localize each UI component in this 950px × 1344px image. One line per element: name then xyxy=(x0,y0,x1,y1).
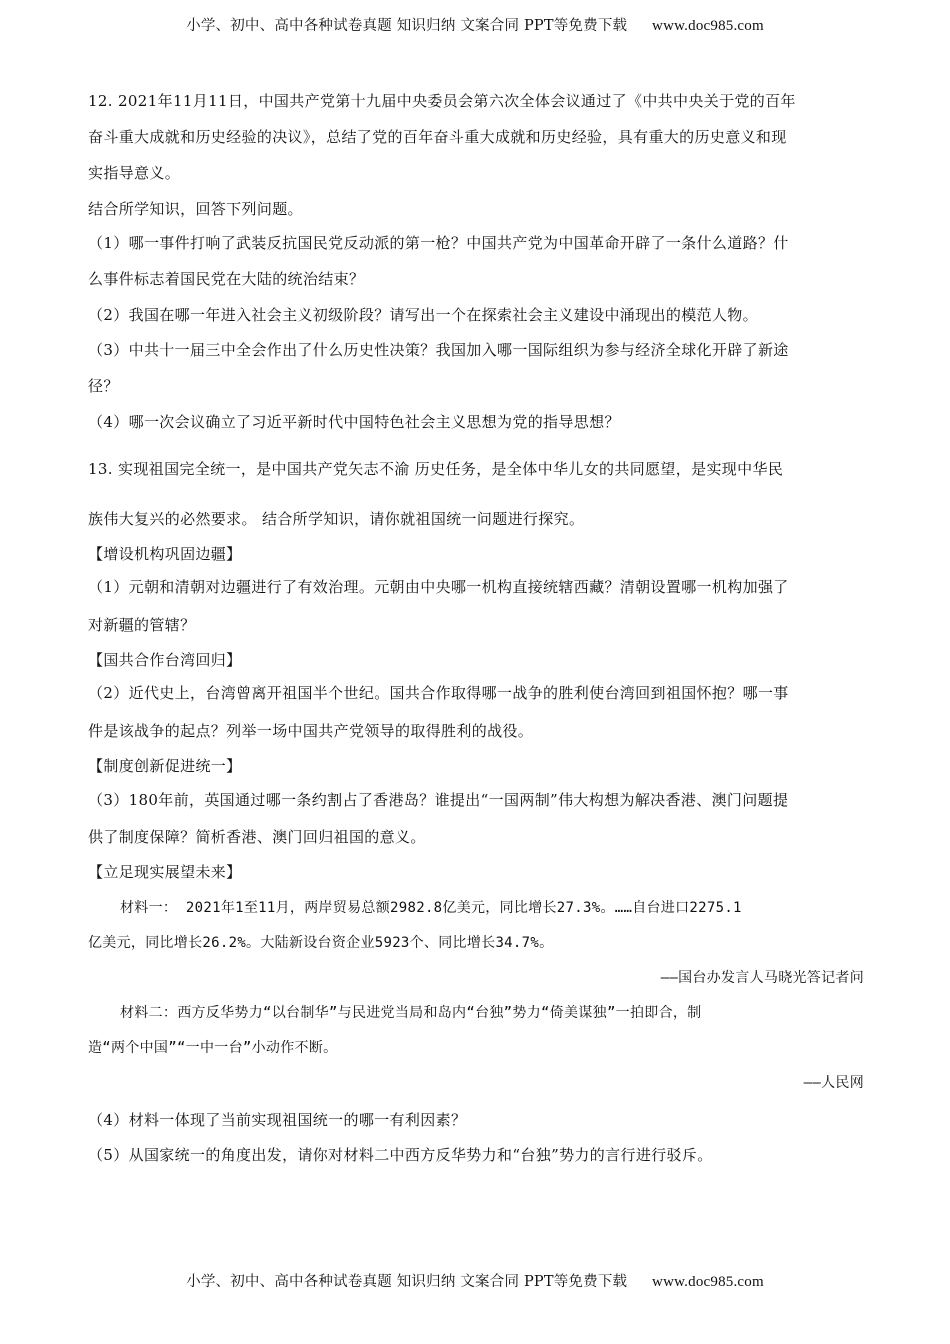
material-1-source: ——国台办发言人马晓光答记者问 xyxy=(660,970,864,986)
q12-sub1-line-1: （1）哪一事件打响了武装反抗国民党反动派的第一枪？中国共产党为中国革命开辟了一条什么道路？什 xyxy=(88,234,789,252)
q13-sub2-line-2: 件是该战争的起点？列举一场中国共产党领导的取得胜利的战役。 xyxy=(88,722,534,740)
page-header xyxy=(0,14,950,35)
header-url-link[interactable]: www.doc985.com xyxy=(652,18,764,34)
q13-sub5: （5）从国家统一的角度出发，请你对材料二中西方反华势力和“台独”势力的言行进行驳斥。 xyxy=(88,1146,713,1164)
q12-prompt: 结合所学知识，回答下列问题。 xyxy=(88,200,303,218)
page-footer xyxy=(0,1270,950,1291)
q12-sub3-line-1: （3）中共十一届三中全会作出了什么历史性决策？我国加入哪一国际组织为参与经济全球化开辟了新途 xyxy=(88,341,789,359)
material-1-line-1: 材料一： 2021年1至11月，两岸贸易总额2982.8亿美元，同比增长27.3%。……自台进口2275.1 xyxy=(120,900,742,916)
q13-stem-line-2: 族伟大复兴的必然要求。 结合所学知识，请你就祖国统一问题进行探究。 xyxy=(88,510,585,528)
q13-sub2-line-1: （2）近代史上，台湾曾离开祖国半个世纪。国共合作取得哪一战争的胜利使台湾回到祖国怀抱？哪一事 xyxy=(88,684,789,702)
material-2-source: ——人民网 xyxy=(803,1075,864,1091)
q12-stem-line-2: 奋斗重大成就和历史经验的决议》，总结了党的百年奋斗重大成就和历史经验，具有重大的历史意义和现 xyxy=(88,128,787,146)
q13-section-2-heading: 【国共合作台湾回归】 xyxy=(88,651,242,669)
q12-sub4: （4）哪一次会议确立了习近平新时代中国特色社会主义思想为党的指导思想？ xyxy=(88,413,620,431)
q13-sub1-line-2: 对新疆的管辖？ xyxy=(88,616,196,634)
q12-stem-line-1: 12. 2021年11月11日，中国共产党第十九届中央委员会第六次全体会议通过了《中共中央关于党的百年 xyxy=(88,92,796,110)
q13-sub3-line-1: （3）180年前，英国通过哪一条约割占了香港岛？谁提出“一国两制”伟大构想为解决香港、澳门问题提 xyxy=(88,791,789,809)
footer-url-link[interactable]: www.doc985.com xyxy=(652,1274,764,1290)
q13-sub4: （4）材料一体现了当前实现祖国统一的哪一有利因素？ xyxy=(88,1111,467,1129)
q12-sub2: （2）我国在哪一年进入社会主义初级阶段？请写出一个在探索社会主义建设中涌现出的模范人物。 xyxy=(88,306,758,324)
q13-section-4-heading: 【立足现实展望未来】 xyxy=(88,863,242,881)
q12-stem-line-3: 实指导意义。 xyxy=(88,164,181,182)
material-2-line-1: 材料二：西方反华势力“以台制华”与民进党当局和岛内“台独”势力“倚美谋独”一拍即合，制 xyxy=(120,1005,702,1021)
footer-text: 小学、初中、高中各种试卷真题 知识归纳 文案合同 PPT等免费下载 xyxy=(186,1274,628,1290)
q13-sub1-line-1: （1）元朝和清朝对边疆进行了有效治理。元朝由中央哪一机构直接统辖西藏？清朝设置哪一机构加强了 xyxy=(88,578,789,596)
q12-sub3-line-2: 径？ xyxy=(88,377,119,395)
material-1-line-2: 亿美元，同比增长26.2%。大陆新设台资企业5923个、同比增长34.7%。 xyxy=(88,935,554,951)
q13-sub3-line-2: 供了制度保障？简析香港、澳门回归祖国的意义。 xyxy=(88,828,426,846)
q13-section-1-heading: 【增设机构巩固边疆】 xyxy=(88,545,242,563)
header-text: 小学、初中、高中各种试卷真题 知识归纳 文案合同 PPT等免费下载 xyxy=(186,18,628,34)
q13-section-3-heading: 【制度创新促进统一】 xyxy=(88,757,242,775)
q12-sub1-line-2: 么事件标志着国民党在大陆的统治结束？ xyxy=(88,270,365,288)
q13-stem-line-1: 13. 实现祖国完全统一，是中国共产党矢志不渝 历史任务，是全体中华儿女的共同愿望，是实现中华民 xyxy=(88,460,784,478)
material-2-line-2: 造“两个中国”“一中一台”小动作不断。 xyxy=(88,1040,338,1056)
